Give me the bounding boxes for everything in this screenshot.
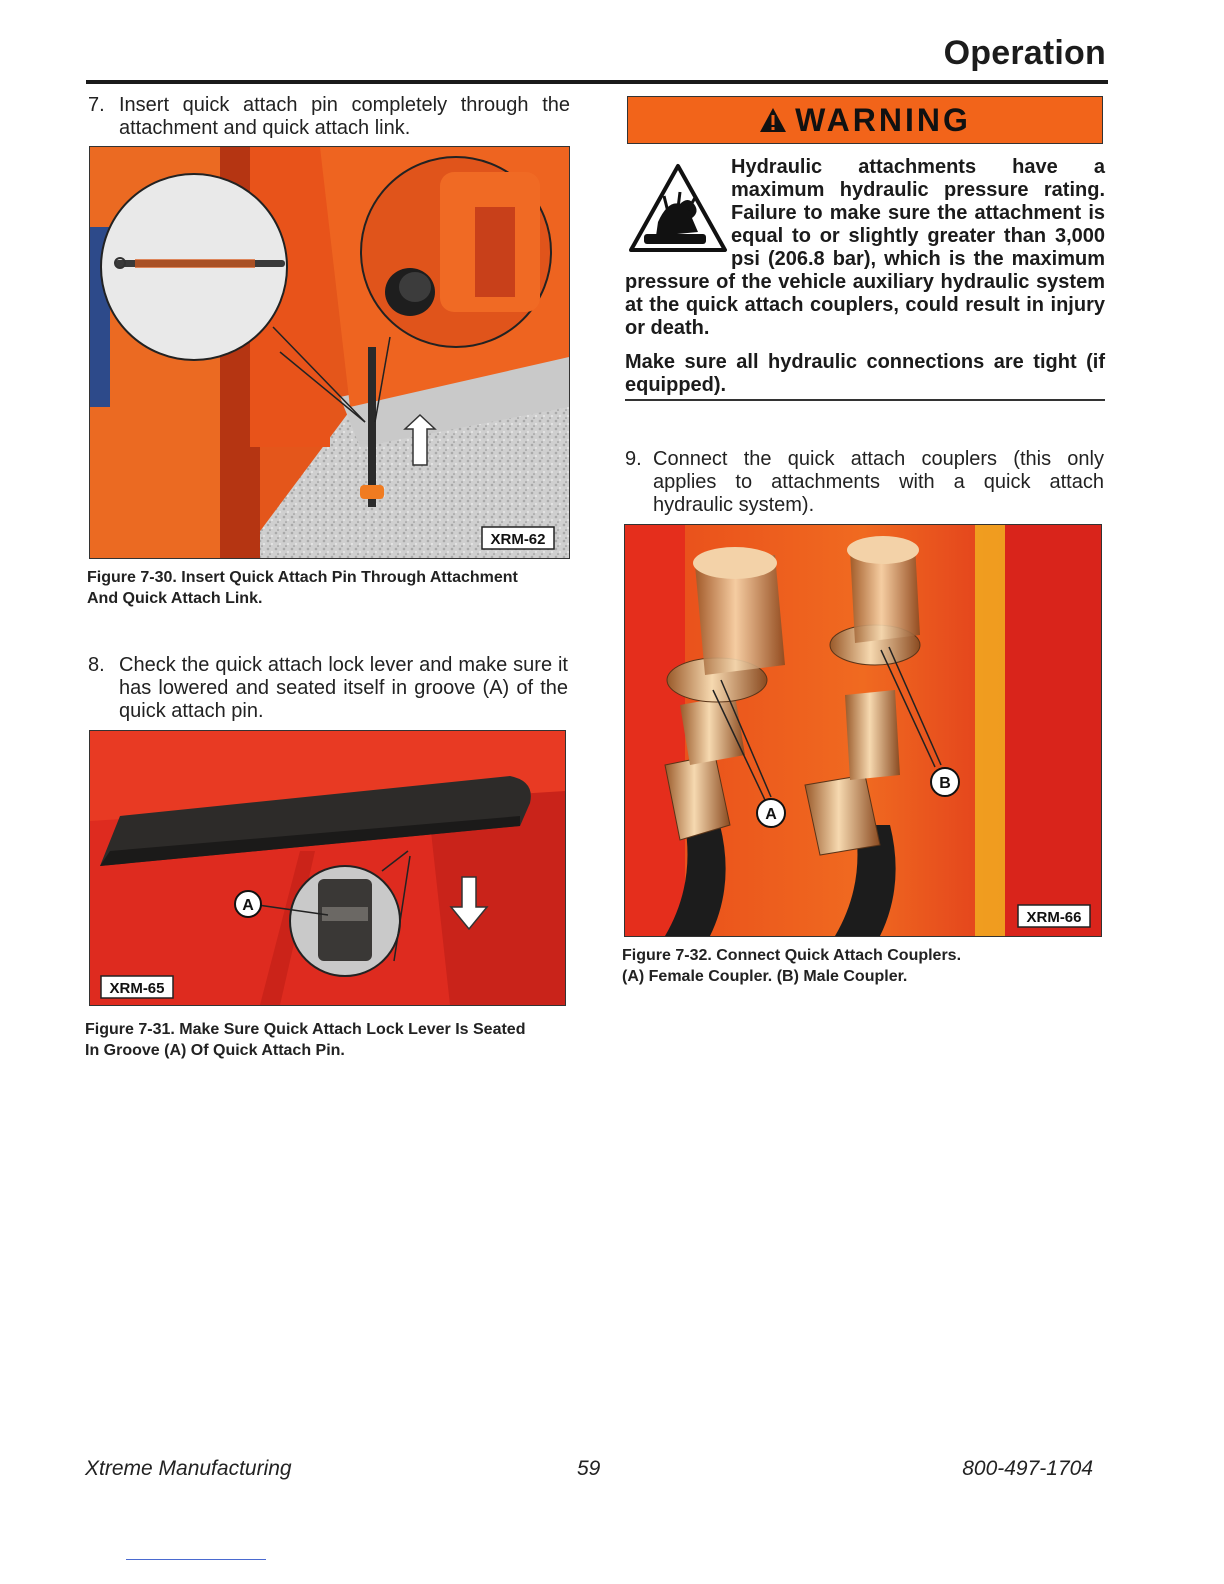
step-7 — [88, 94, 570, 140]
step-number: 8. — [88, 654, 105, 676]
warning-banner — [627, 96, 1103, 144]
warning-bottom-rule — [625, 399, 1105, 401]
photo-tag-label: XRM-66 — [1026, 909, 1082, 926]
warning-paragraph-text: Hydraulic attachments have a maximum hydraulic pressure rating. Failure to make sure the attachment is equal to or slightly greater than 3,000 psi (206.8 bar), which is the maximum pressure of the vehicle auxiliary hydraulic system at the quick attach couplers, could result in injury or death. — [625, 156, 1105, 339]
caption-line: Figure 7-30. Insert Quick Attach Pin Through Attachment — [87, 569, 518, 586]
section-title: Operation — [943, 34, 1106, 72]
hydraulic-couplers-photo — [625, 525, 1101, 936]
warning-connections-note: Make sure all hydraulic connections are tight (if equipped). — [625, 351, 1105, 396]
warning-paragraph — [625, 156, 1105, 340]
caption-line: And Quick Attach Link. — [87, 590, 263, 607]
figure-7-31-photo — [89, 730, 566, 1006]
warning-triangle-icon — [759, 107, 787, 133]
step-number: 9. — [625, 448, 642, 470]
caption-line: Figure 7-32. Connect Quick Attach Couplers. — [622, 947, 962, 964]
callout-a-label: A — [765, 806, 777, 823]
figure-7-32-photo — [624, 524, 1102, 937]
step-text: Insert quick attach pin completely through the attachment and quick attach link. — [119, 94, 570, 139]
figure-7-31-caption — [85, 1019, 575, 1061]
step-text: Check the quick attach lock lever and make sure it has lowered and seated itself in groove (A) of the quick attach pin. — [119, 654, 568, 722]
footer-company: Xtreme Manufacturing — [85, 1457, 292, 1480]
callout-a-label: A — [242, 897, 254, 914]
caption-line: Figure 7-31. Make Sure Quick Attach Lock Lever Is Seated — [85, 1021, 526, 1038]
warning-title: WARNING — [795, 101, 971, 138]
figure-7-30-caption — [87, 567, 577, 609]
quick-attach-pin-photo — [90, 147, 569, 558]
step-text: Connect the quick attach couplers (this only applies to attachments with a quick attach hydraulic system). — [653, 448, 1104, 516]
photo-tag — [482, 527, 554, 549]
figure-7-32-caption — [622, 945, 1102, 987]
footer-page-number: 59 — [577, 1457, 601, 1480]
icon-spacer — [625, 156, 731, 258]
lock-lever-photo — [90, 731, 565, 1005]
page-edge-mark — [126, 1559, 266, 1560]
photo-tag — [1018, 905, 1090, 927]
photo-tag-label: XRM-62 — [490, 531, 546, 548]
photo-tag — [101, 976, 173, 998]
callout-b-label: B — [939, 775, 951, 792]
step-number: 7. — [88, 94, 105, 116]
caption-line: (A) Female Coupler. (B) Male Coupler. — [622, 968, 908, 985]
photo-tag-label: XRM-65 — [109, 980, 165, 997]
figure-7-30-photo — [89, 146, 570, 559]
step-8 — [88, 654, 568, 723]
caption-line: In Groove (A) Of Quick Attach Pin. — [85, 1042, 345, 1059]
footer-phone: 800-497-1704 — [962, 1457, 1093, 1480]
step-9 — [625, 448, 1104, 517]
header-rule — [86, 80, 1108, 84]
